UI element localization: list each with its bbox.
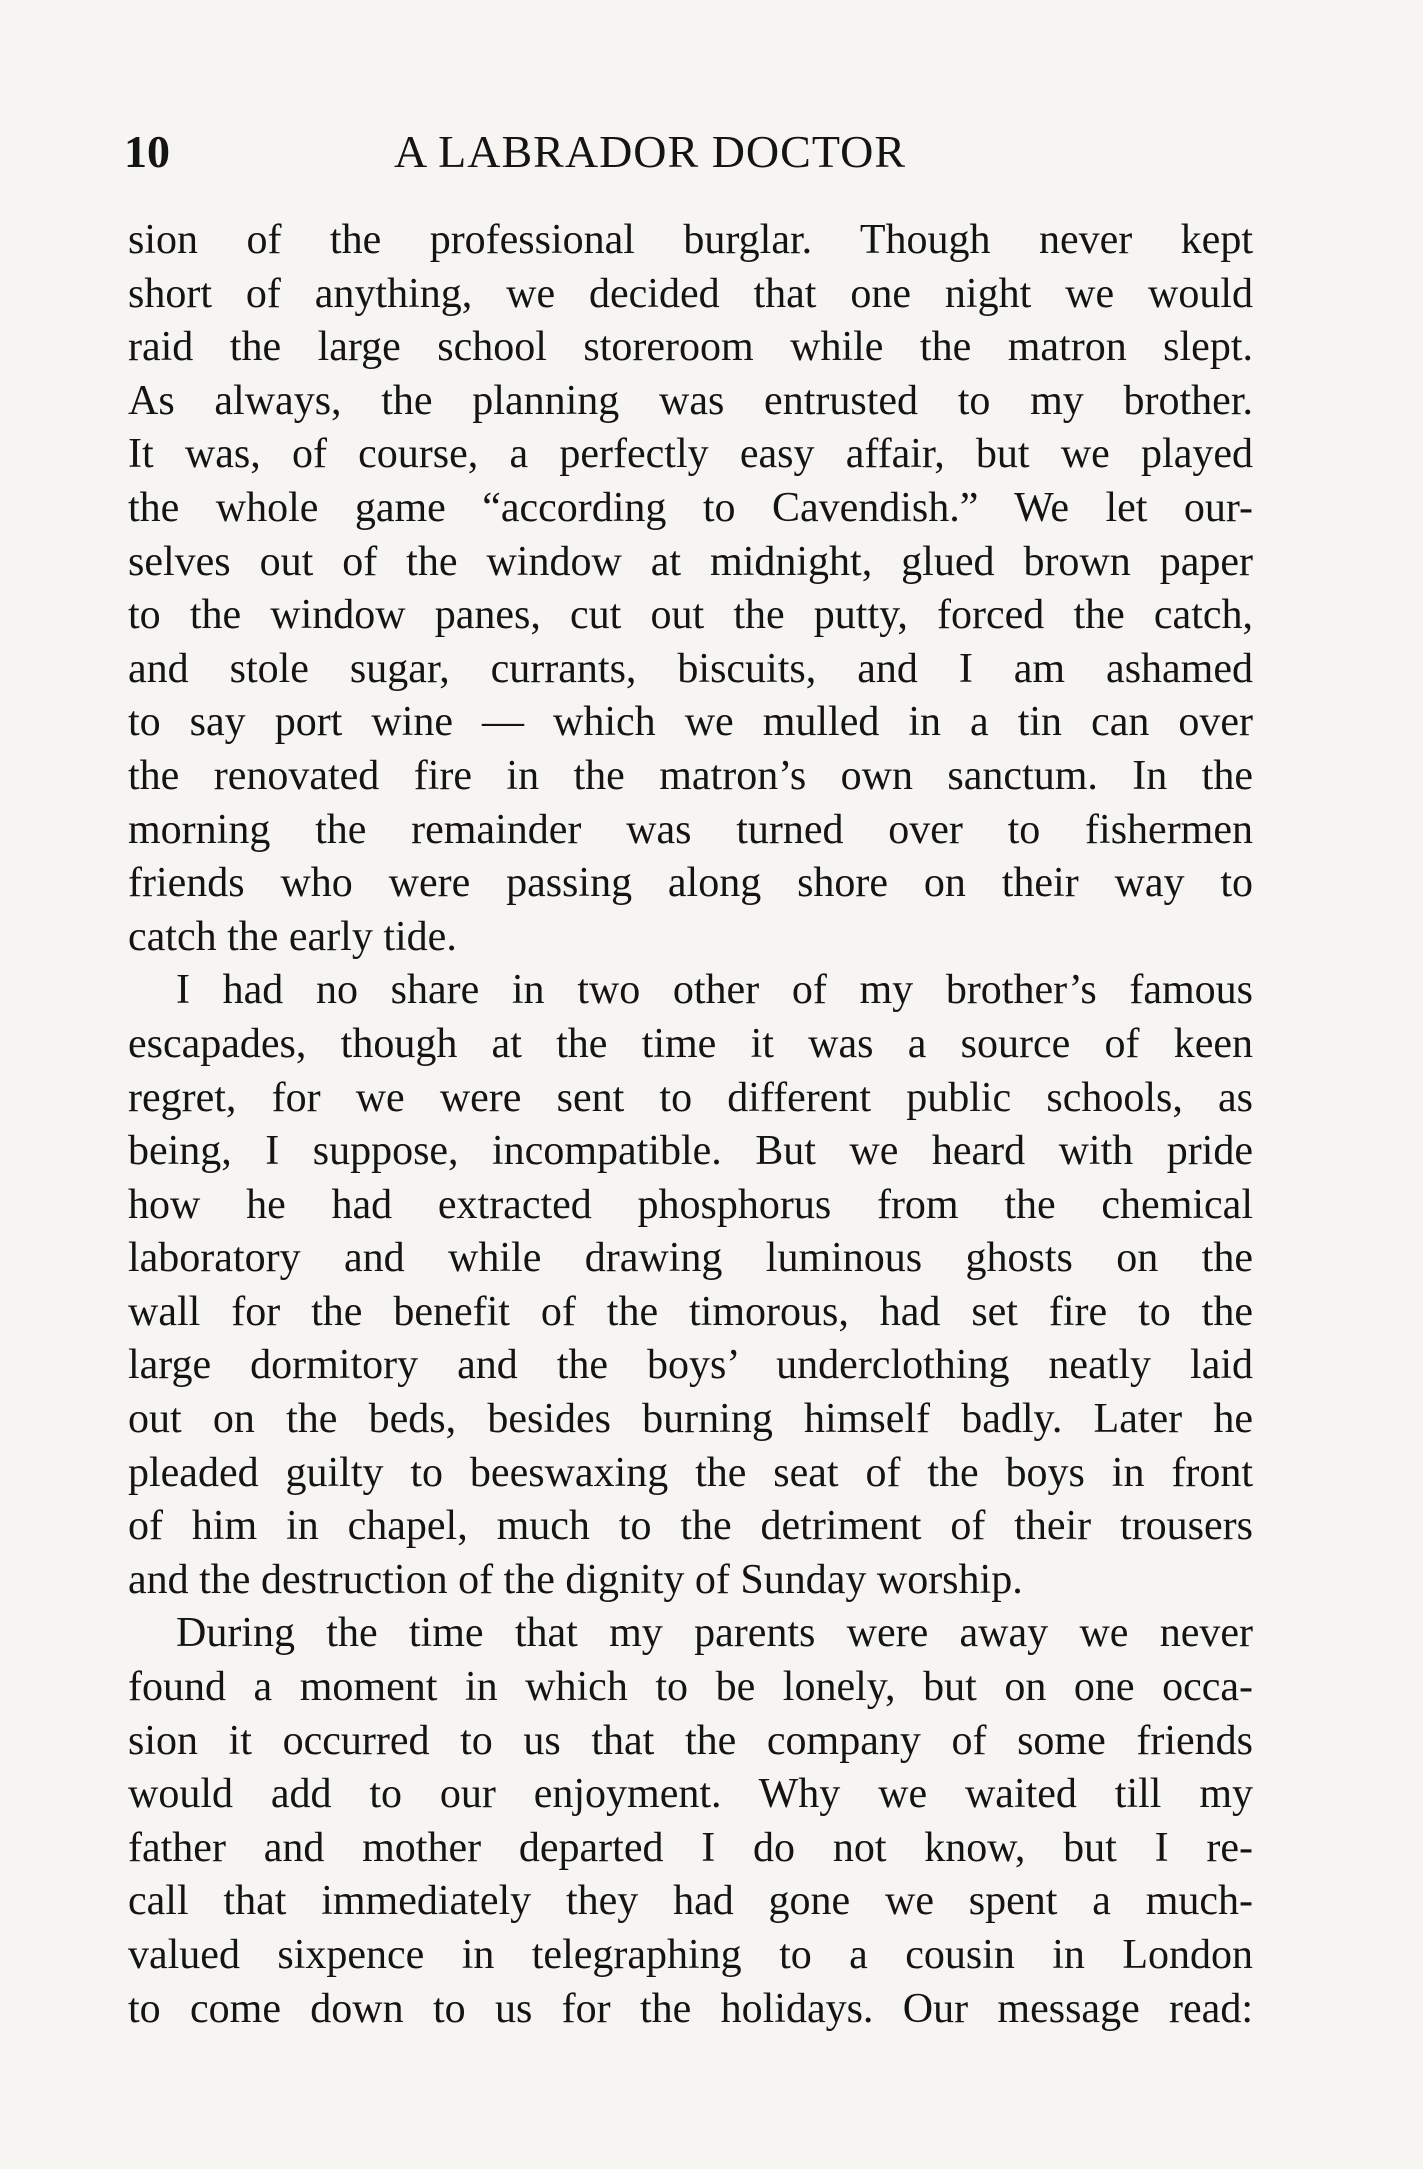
text-line: sion of the professional burglar. Though never kept (128, 217, 1253, 263)
text-line: wall for the benefit of the timorous, had set fire to the (128, 1288, 1253, 1335)
text-line: how he had extracted phosphorus from the chemical (128, 1181, 1253, 1228)
text-line: friends who were passing along shore on their way to (128, 860, 1253, 907)
text-line: short of anything, we decided that one night we would (128, 270, 1253, 317)
text-line: During the time that my parents were away we never (176, 1610, 1253, 1657)
text-line: and stole sugar, currants, biscuits, and I am ashamed (128, 645, 1253, 692)
page-body (128, 214, 1253, 2036)
text-line: the whole game “according to Cavendish.” We let our- (128, 484, 1253, 531)
text-line: found a moment in which to be lonely, but on one occa- (128, 1664, 1253, 1711)
text-line: the renovated fire in the matron’s own sanctum. In the (128, 752, 1253, 799)
text-line: raid the large school storeroom while the matron slept. (128, 324, 1253, 371)
text-line: selves out of the window at midnight, glued brown paper (128, 538, 1253, 585)
text-line: escapades, though at the time it was a source of keen (128, 1020, 1253, 1067)
page-header (124, 122, 1264, 182)
text-line: laboratory and while drawing luminous ghosts on the (128, 1235, 1253, 1282)
text-line: valued sixpence in telegraphing to a cousin in London (128, 1932, 1253, 1978)
text-line: to the window panes, cut out the putty, forced the catch, (128, 592, 1253, 639)
paragraph-1 (128, 214, 1253, 964)
text-line: father and mother departed I do not know, but I re- (128, 1824, 1253, 1871)
text-line: out on the beds, besides burning himself badly. Later he (128, 1396, 1253, 1443)
text-line: would add to our enjoyment. Why we waited till my (128, 1771, 1253, 1818)
text-line: I had no share in two other of my brother’s famous (176, 967, 1253, 1014)
paragraph-2 (128, 964, 1253, 1607)
running-title: A LABRADOR DOCTOR (394, 126, 906, 177)
text-line: to come down to us for the holidays. Our message read: (128, 1985, 1253, 2032)
text-line: call that immediately they had gone we spent a much- (128, 1878, 1253, 1925)
text-line: morning the remainder was turned over to fishermen (128, 806, 1253, 853)
text-line: large dormitory and the boys’ underclothing neatly laid (128, 1342, 1253, 1389)
text-line: to say port wine — which we mulled in a tin can over (128, 699, 1253, 746)
text-line: being, I suppose, incompatible. But we heard with pride (128, 1128, 1253, 1175)
text-line: regret, for we were sent to different public schools, as (128, 1074, 1253, 1121)
text-line: pleaded guilty to beeswaxing the seat of the boys in front (128, 1449, 1253, 1496)
text-line: of him in chapel, much to the detriment of their trousers (128, 1503, 1253, 1550)
text-line: It was, of course, a perfectly easy affair, but we played (128, 431, 1253, 478)
text-line: As always, the planning was entrusted to my brother. (128, 377, 1253, 424)
paragraph-3 (128, 1607, 1253, 2036)
text-line: sion it occurred to us that the company of some friends (128, 1717, 1253, 1764)
text-line: catch the early tide. (128, 913, 457, 960)
page-number: 10 (124, 126, 170, 177)
text-line: and the destruction of the dignity of Sunday worship. (128, 1556, 1023, 1603)
